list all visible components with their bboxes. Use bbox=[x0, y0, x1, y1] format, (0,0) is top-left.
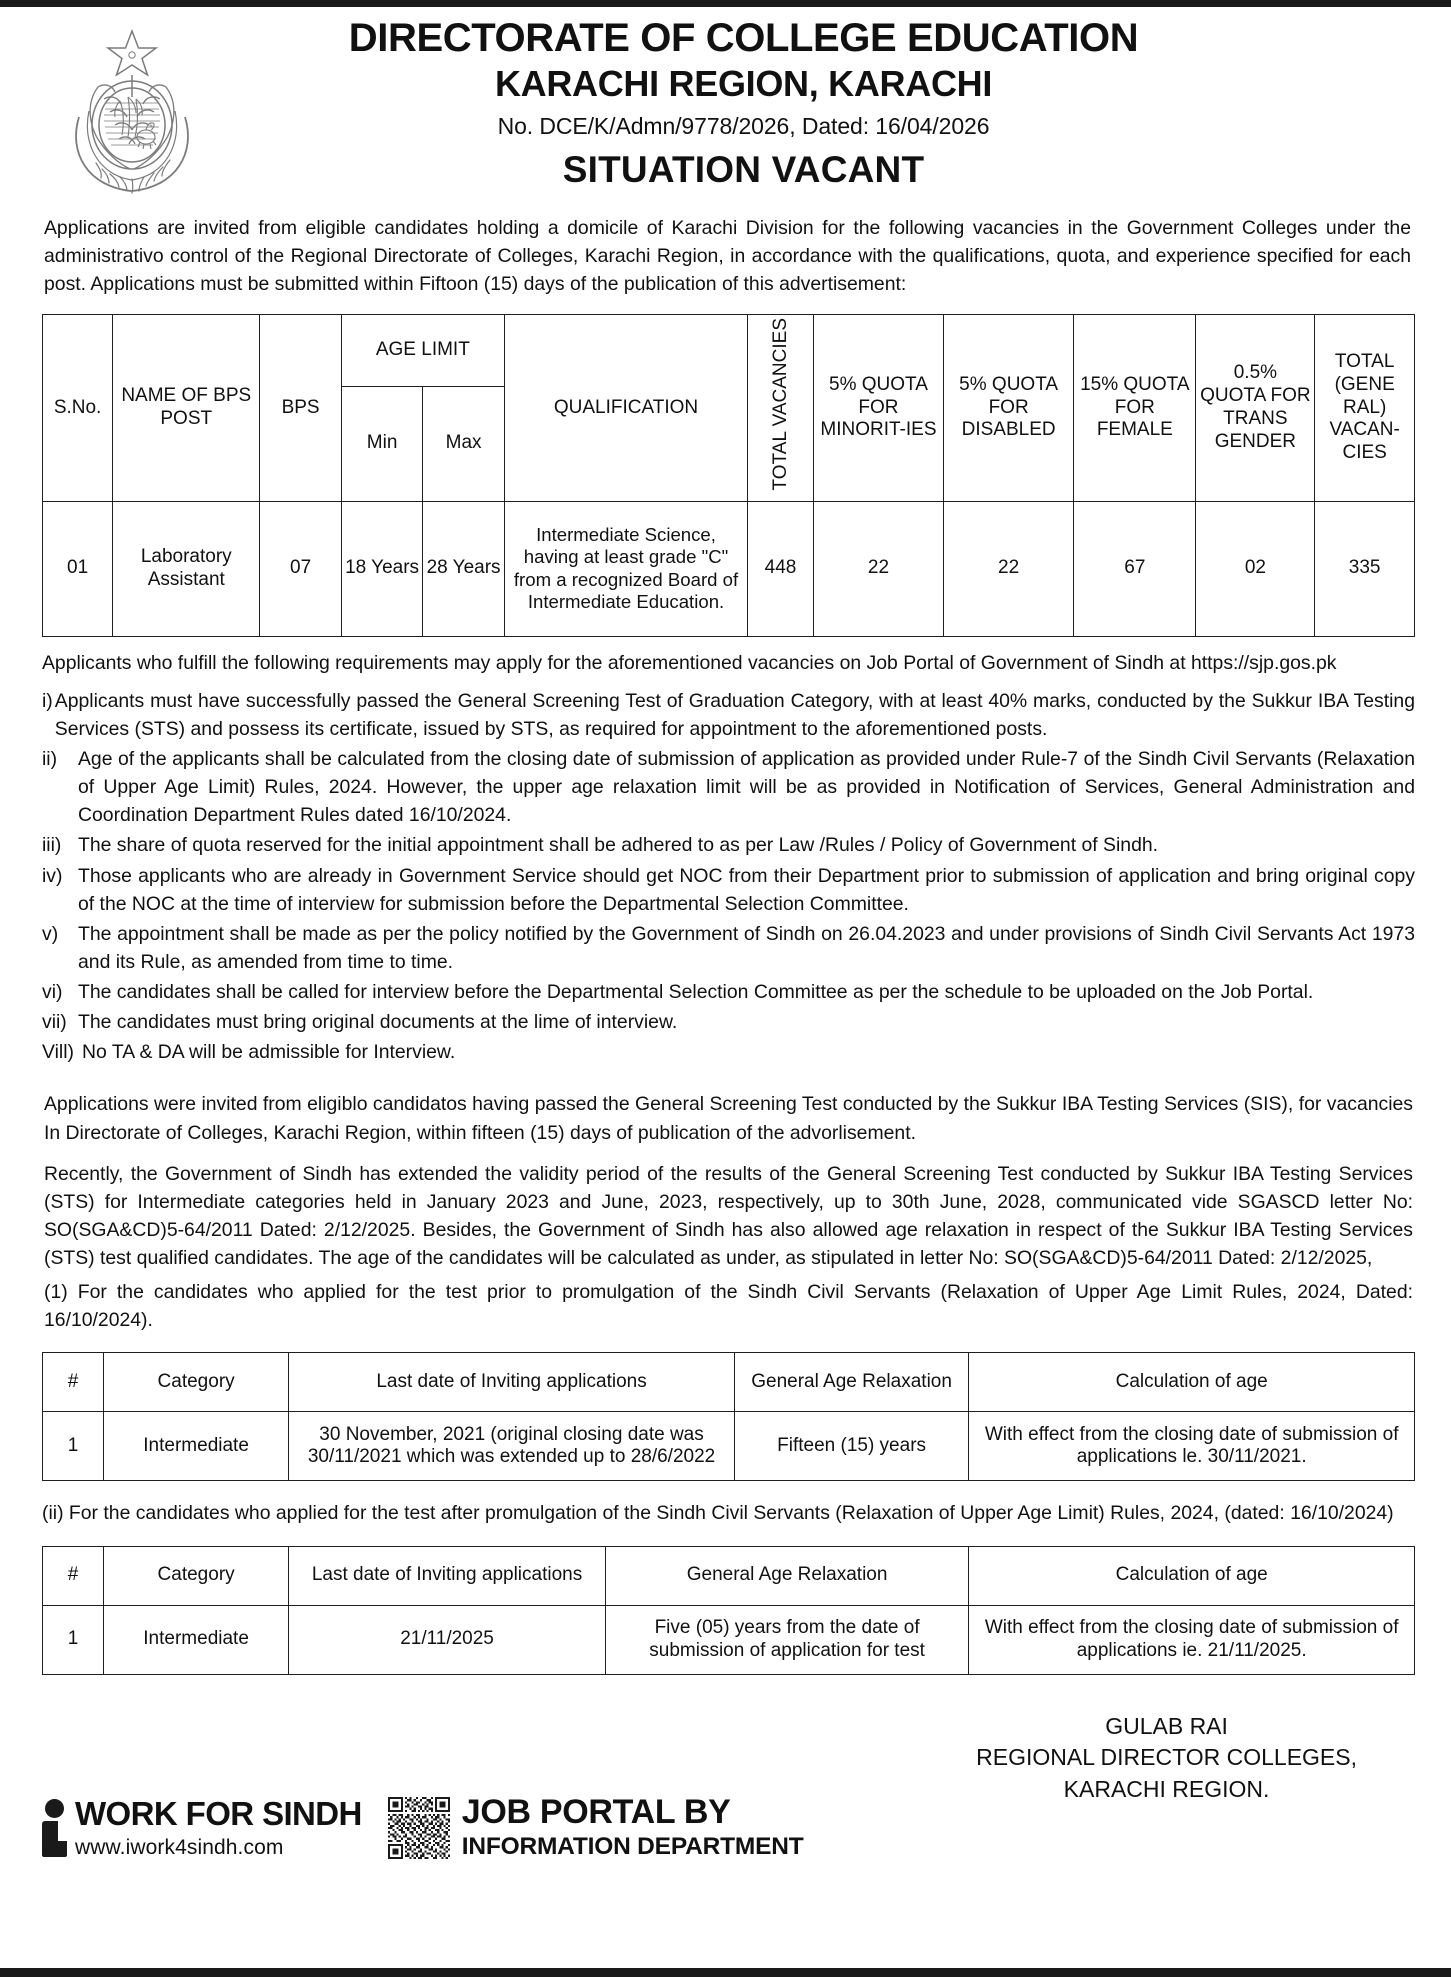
col-quota-female: 15% QUOTA FOR FEMALE bbox=[1074, 315, 1196, 501]
list-item bbox=[42, 920, 1415, 976]
col-calculation-of-age: Calculation of age bbox=[969, 1546, 1415, 1605]
list-item-text: The candidates shall be called for interview before the Departmental Selection Committee as per the schedule to be uploaded on the Job Portal. bbox=[78, 981, 1314, 1003]
top-border-rule bbox=[0, 0, 1451, 7]
cell-total-vacancies: 448 bbox=[748, 501, 814, 636]
col-calculation-of-age: Calculation of age bbox=[969, 1353, 1415, 1412]
table-row bbox=[43, 1605, 1415, 1674]
list-item bbox=[42, 1008, 1415, 1036]
reference-number: No. DCE/K/Admn/9778/2026, Dated: 16/04/2026 bbox=[497, 112, 990, 139]
col-last-date: Last date of Inviting applications bbox=[289, 1546, 606, 1605]
age-relaxation-table-2 bbox=[42, 1546, 1415, 1675]
list-item-marker: Vill) bbox=[42, 1041, 74, 1064]
iwork-title: WORK FOR SINDH bbox=[75, 1795, 362, 1832]
cell-last-date: 21/11/2025 bbox=[289, 1605, 606, 1674]
cell-age-min: 18 Years bbox=[341, 501, 423, 636]
col-sno: S.No. bbox=[43, 315, 113, 501]
cell-number: 1 bbox=[43, 1412, 104, 1481]
col-last-date: Last date of Inviting applications bbox=[289, 1353, 735, 1412]
vacancy-table-wrapper bbox=[42, 314, 1415, 636]
footer-branding bbox=[42, 1795, 804, 1859]
page-content bbox=[0, 7, 1451, 1868]
list-item-marker: iii) bbox=[42, 834, 62, 857]
list-item-marker: i) bbox=[42, 689, 53, 712]
list-item-text: The appointment shall be made as per the policy notified by the Government of Sindh on 26.04.2023 and under provisions of Sindh Civil Servants Act 1973 and its Rule, as amended from time to time. bbox=[78, 922, 1415, 973]
list-item bbox=[42, 978, 1415, 1006]
list-item-text: Those applicants who are already in Government Service should get NOC from their Department prior to submission of application and bring original copy of the NOC at the time of interview for submission before the Departmental Selection Committee. bbox=[78, 864, 1415, 915]
col-number: # bbox=[43, 1546, 104, 1605]
organization-region: KARACHI REGION, KARACHI bbox=[494, 63, 993, 105]
cell-age-max: 28 Years bbox=[423, 501, 505, 636]
list-item-text: The share of quota reserved for the initial appointment shall be adhered to as per Law /Rules / Policy of Government of Sindh. bbox=[78, 834, 1159, 857]
cell-quota-minorities: 22 bbox=[813, 501, 943, 636]
col-bps: BPS bbox=[260, 315, 342, 501]
table-header-row bbox=[43, 1546, 1415, 1605]
col-total-vacancies bbox=[748, 315, 814, 501]
list-item bbox=[42, 745, 1415, 829]
list-item-text: Age of the applicants shall be calculated from the closing date of submission of application as provided under Rule-7 of the Sindh Civil Servants (Relaxation of Upper Age Limit) Rules, 2024. However, the upper age relaxation limit will be as provided in Notification of Services, General Administration and Coordination Department Rules dated 16/10/2024. bbox=[78, 748, 1415, 827]
header-title-block bbox=[222, 17, 1415, 191]
cell-last-date: 30 November, 2021 (original closing date was 30/11/2021 which was extended up to 28/6/2022 bbox=[289, 1412, 735, 1481]
cell-relaxation: Five (05) years from the date of submission of application for test bbox=[605, 1605, 969, 1674]
col-name-of-post: NAME OF BPS POST bbox=[113, 315, 260, 501]
cell-calculation: With effect from the closing date of submission of applications le. 30/11/2021. bbox=[969, 1412, 1415, 1481]
col-age-max: Max bbox=[423, 387, 505, 501]
list-item-marker: iv) bbox=[42, 864, 63, 887]
iwork-text-block bbox=[75, 1797, 362, 1858]
cell-name-of-post: Laboratory Assistant bbox=[113, 501, 260, 636]
cell-quota-disabled: 22 bbox=[944, 501, 1074, 636]
col-qualification: QUALIFICATION bbox=[504, 315, 747, 501]
list-item-marker: ii) bbox=[42, 748, 58, 770]
col-total-general: TOTAL (GENE RAL) VACAN-CIES bbox=[1315, 315, 1415, 501]
col-category: Category bbox=[103, 1353, 288, 1412]
list-item-marker: v) bbox=[42, 922, 59, 945]
signatory-name: GULAB RAI bbox=[1105, 1712, 1228, 1739]
col-number: # bbox=[43, 1353, 104, 1412]
list-item-marker: vii) bbox=[42, 1011, 67, 1034]
paragraph-validity-extension: Recently, the Government of Sindh has extended the validity period of the results of the General Screening Test conducted by Sukkur IBA Testing Services (STS) for Intermediate categories held in January 2023 and June, 2023, respectively, up to 30th June, 2028, communicated vide SGASCD letter No: SO(SGA&CD)5-64/2011 Dated: 2/12/2025. Besides, the Government of Sindh has also allowed age relaxation in respect of the Sukkur IBA Testing Services (STS) test qualified candidates. The age of the candidates will be calculated as under, as stipulated in letter No: SO(SGA&CD)5-64/2011 Dated: 2/12/2025, bbox=[44, 1162, 1413, 1269]
col-general-age-relaxation: General Age Relaxation bbox=[605, 1546, 969, 1605]
col-age-min: Min bbox=[341, 387, 423, 501]
document-footer bbox=[42, 1711, 1415, 1868]
list-item-text: The candidates must bring original documents at the lime of interview. bbox=[78, 1011, 678, 1034]
notice-banner: SITUATION VACANT bbox=[562, 148, 925, 190]
cell-bps: 07 bbox=[260, 501, 342, 636]
iwork-url: www.iwork4sindh.com bbox=[75, 1836, 284, 1859]
list-item bbox=[42, 862, 1415, 918]
table-row bbox=[43, 1412, 1415, 1481]
job-portal-block bbox=[462, 1795, 804, 1859]
job-portal-title: JOB PORTAL BY bbox=[461, 1793, 731, 1832]
intro-paragraph: Applications are invited from eligible candidates holding a domicile of Karachi Division for the following vacancies in the Government Colleges under the administrativo control of the Regional Directorate of Colleges, Karachi Region, in accordance with the qualifications, quota, and experience specified for each post. Applications must be submitted within Fiftoon (15) days of the publication of this advertisement: bbox=[44, 217, 1411, 296]
list-item-text: No TA & DA will be admissible for Interview. bbox=[82, 1041, 456, 1064]
table-header-row bbox=[43, 1353, 1415, 1412]
list-item bbox=[42, 831, 1415, 859]
list-item bbox=[42, 1038, 1415, 1066]
cell-relaxation: Fifteen (15) years bbox=[734, 1412, 969, 1481]
col-age-limit: AGE LIMIT bbox=[341, 315, 504, 387]
bottom-border-rule bbox=[0, 1968, 1451, 1977]
government-of-sindh-emblem-icon bbox=[42, 17, 222, 200]
cell-quota-transgender: 02 bbox=[1196, 501, 1315, 636]
vacancy-table bbox=[42, 314, 1415, 636]
list-item bbox=[42, 687, 1415, 743]
cell-qualification: Intermediate Science, having at least grade "C" from a recognized Board of Intermediate Education. bbox=[504, 501, 747, 636]
cell-category: Intermediate bbox=[103, 1412, 288, 1481]
cell-calculation: With effect from the closing date of submission of applications ie. 21/11/2025. bbox=[969, 1605, 1415, 1674]
col-total-vacancies-label: TOTAL VACANCIES bbox=[769, 318, 791, 491]
cell-quota-female: 67 bbox=[1074, 501, 1196, 636]
cell-category: Intermediate bbox=[103, 1605, 288, 1674]
qr-code-icon bbox=[388, 1797, 450, 1859]
cell-number: 1 bbox=[43, 1605, 104, 1674]
age-relaxation-table-1 bbox=[42, 1352, 1415, 1481]
col-quota-minorities: 5% QUOTA FOR MINORIT-IES bbox=[813, 315, 943, 501]
iwork-for-sindh-logo bbox=[42, 1797, 362, 1858]
cell-total-general: 335 bbox=[1315, 501, 1415, 636]
table-header-row-1 bbox=[43, 315, 1415, 387]
col-quota-transgender: 0.5% QUOTA FOR TRANS GENDER bbox=[1196, 315, 1315, 501]
paragraph-previous-invitation: Applications were invited from eligiblo candidatos having passed the General Screening Test conducted by the Sukkur IBA Testing Services (SIS), for vacancies In Directorate of Colleges, Karachi Region, within fifteen (15) days of publication of the advorlisement. bbox=[44, 1093, 1413, 1144]
job-portal-subtitle: INFORMATION DEPARTMENT bbox=[461, 1832, 804, 1860]
paragraph-case-two: (ii) For the candidates who applied for the test after promulgation of the Sindh Civil Servants (Relaxation of Upper Age Limit) Rules, 2024, (dated: 16/10/2024) bbox=[42, 1502, 1394, 1525]
paragraph-case-one: (1) For the candidates who applied for the test prior to promulgation of the Sindh Civil Servants (Relaxation of Upper Age Limit Rules, 2024, Dated: 16/10/2024). bbox=[44, 1281, 1413, 1332]
list-item-marker: vi) bbox=[42, 981, 63, 1003]
cell-sno: 01 bbox=[43, 501, 113, 636]
organization-title: DIRECTORATE OF COLLEGE EDUCATION bbox=[348, 16, 1139, 60]
col-general-age-relaxation: General Age Relaxation bbox=[734, 1353, 969, 1412]
document-header bbox=[42, 7, 1415, 200]
col-quota-disabled: 5% QUOTA FOR DISABLED bbox=[944, 315, 1074, 501]
signatory-title: REGIONAL DIRECTOR COLLEGES, bbox=[976, 1744, 1357, 1771]
table-row bbox=[43, 501, 1415, 636]
person-icon bbox=[42, 1799, 68, 1857]
requirements-lead: Applicants who fulfill the following requirements may apply for the aforementioned vacancies on Job Portal of Government of Sindh at https://sjp.gos.pk bbox=[42, 651, 1337, 674]
signatory-block bbox=[976, 1711, 1415, 1860]
col-category: Category bbox=[103, 1546, 288, 1605]
list-item-text: Applicants must have successfully passed the General Screening Test of Graduation Category, with at least 40% marks, conducted by the Sukkur IBA Testing Services (STS) and possess its certificate, issued by STS, as required for appointment to the aforementioned posts. bbox=[54, 689, 1415, 740]
requirements-list bbox=[42, 687, 1415, 1067]
signatory-region: KARACHI REGION. bbox=[1063, 1775, 1270, 1802]
